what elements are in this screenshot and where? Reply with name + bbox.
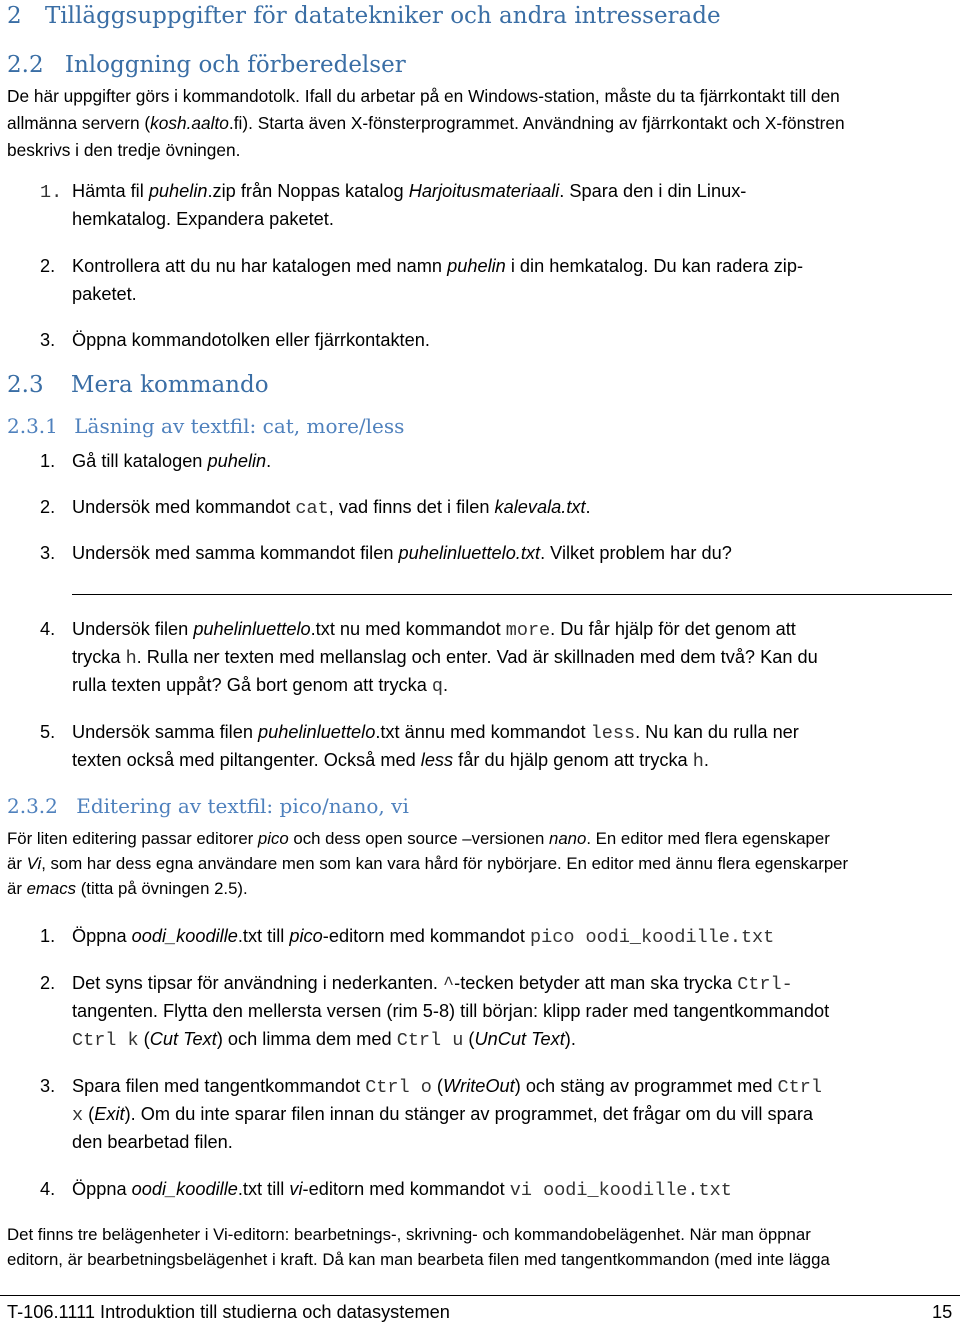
item-text: ). xyxy=(564,1029,576,1049)
list-item-cont xyxy=(72,746,709,776)
item-text: -editorn med kommandot xyxy=(322,926,531,946)
inline-code: pico oodi_koodille.txt xyxy=(530,927,775,948)
editor-para-line-2 xyxy=(7,851,848,876)
item-text: ( xyxy=(463,1029,475,1049)
item-italic: puhelin xyxy=(207,451,267,471)
inline-code: Ctrl k xyxy=(72,1030,139,1051)
list-number: 4. xyxy=(40,619,56,639)
item-text: Undersök samma filen xyxy=(72,722,258,742)
item-text: får du hjälp genom att trycka xyxy=(453,750,693,770)
list-item xyxy=(72,718,799,748)
item-text: Gå till katalogen xyxy=(72,451,208,471)
page-number: 15 xyxy=(932,1302,953,1322)
list-item xyxy=(72,493,591,523)
item-text: ). Om du inte sparar filen innan du stänger av programmet, det frågar om du vill spara xyxy=(124,1104,813,1124)
item-italic: kalevala.txt xyxy=(494,497,586,517)
list-item xyxy=(72,252,803,280)
list-item xyxy=(72,177,746,205)
item-text: ) och limma dem med xyxy=(216,1029,397,1049)
subsubsection-heading-2-3-1 xyxy=(7,414,404,438)
list-number: 5. xyxy=(40,722,56,742)
inline-code: more xyxy=(505,620,551,641)
item-text: ( xyxy=(138,1029,150,1049)
para-italic: Vi xyxy=(26,854,42,873)
subsection-number: 2.2 xyxy=(7,52,44,78)
list-number: 2. xyxy=(40,973,56,993)
section-title: Tilläggsuppgifter för datatekniker och andra intresserade xyxy=(44,3,721,29)
item-text: -tecken betyder att man ska trycka xyxy=(454,973,738,993)
inline-code: Ctrl- xyxy=(737,974,793,995)
item-text: Hämta fil xyxy=(72,181,149,201)
list-item xyxy=(72,1175,732,1205)
item-italic: puhelinluettelo xyxy=(193,619,311,639)
subsection-title: Inloggning och förberedelser xyxy=(64,52,406,78)
item-italic: oodi_koodille xyxy=(131,926,238,946)
list-item-cont: paketet. xyxy=(72,284,137,304)
para-text: , som har dess egna användare men som kan vara hård för nybörjare. En editor med ännu flera egenskarper xyxy=(41,854,849,873)
footer-course: T-106.1111 Introduktion till studierna och datasystemen xyxy=(7,1302,450,1322)
editor-para-line-1 xyxy=(7,826,830,851)
item-italic: puhelin xyxy=(447,256,506,276)
inline-code: Ctrl u xyxy=(396,1030,464,1051)
item-text: Det syns tipsar för användning i nederkanten. xyxy=(72,973,444,993)
list-item xyxy=(72,922,774,952)
para-text: är xyxy=(7,854,27,873)
inline-code: x xyxy=(72,1105,84,1126)
list-number: 2. xyxy=(40,256,56,276)
list-number: 1. xyxy=(40,451,56,471)
item-text: . Spara den i din Linux- xyxy=(559,181,747,201)
inline-code: vi oodi_koodille.txt xyxy=(509,1180,732,1201)
item-italic: Exit xyxy=(94,1104,125,1124)
subsection-heading-2-2 xyxy=(7,52,406,78)
item-text: Öppna xyxy=(72,926,132,946)
answer-blank-line[interactable] xyxy=(72,594,952,595)
para-italic: emacs xyxy=(26,879,77,898)
list-item-cont: den bearbetad filen. xyxy=(72,1132,233,1152)
subsubsection-number: 2.3.2 xyxy=(7,794,58,818)
list-number: 2. xyxy=(40,497,56,517)
item-text: .txt till xyxy=(237,926,290,946)
list-number: 3. xyxy=(40,330,56,350)
intro-line-3: beskrivs i den tredje övningen. xyxy=(7,140,241,160)
intro-line-1: De här uppgifter görs i kommandotolk. Ifall du arbetar på en Windows-station, måste du ta fjärrkontakt till den xyxy=(7,86,840,106)
subsubsection-number: 2.3.1 xyxy=(7,414,58,438)
inline-code: ^ xyxy=(443,974,455,995)
item-text: .zip från Noppas katalog xyxy=(207,181,409,201)
item-text: i din hemkatalog. Du kan radera zip- xyxy=(505,256,803,276)
subsubsection-title: Editering av textfil: pico/nano, vi xyxy=(76,794,409,818)
para-text: . En editor med flera egenskaper xyxy=(586,829,830,848)
item-text: Kontrollera att du nu har katalogen med namn xyxy=(72,256,448,276)
para-text: (titta på övningen 2.5). xyxy=(76,879,248,898)
item-text: . Vilket problem har du? xyxy=(540,543,732,563)
item-text: .txt till xyxy=(237,1179,290,1199)
subsection-title: Mera kommando xyxy=(70,372,269,398)
item-text: rulla texten uppåt? Gå bort genom att trycka xyxy=(72,675,432,695)
item-text: Undersök med samma kommandot filen xyxy=(72,543,399,563)
intro-host: kosh.aalto xyxy=(150,113,229,133)
list-item-cont xyxy=(72,643,818,673)
item-italic: puhelinluettelo.txt xyxy=(398,543,541,563)
item-text: , vad finns det i filen xyxy=(328,497,495,517)
item-text: . xyxy=(266,451,272,471)
item-text: Öppna xyxy=(72,1179,132,1199)
item-text: .txt nu med kommandot xyxy=(310,619,506,639)
list-item-cont: tangenten. Flytta den mellersta versen (rim 5-8) till början: klipp rader med tangentkommandot xyxy=(72,1001,830,1021)
inline-code: h xyxy=(692,751,704,772)
list-item xyxy=(72,1072,822,1102)
list-number: 3. xyxy=(40,1076,56,1096)
para-italic: pico xyxy=(257,829,289,848)
item-italic: WriteOut xyxy=(442,1076,515,1096)
inline-code: q xyxy=(431,676,444,697)
list-number: 4. xyxy=(40,1179,56,1199)
item-text: Undersök filen xyxy=(72,619,194,639)
list-item xyxy=(72,447,271,475)
item-text: ( xyxy=(431,1076,443,1096)
item-text: . Du får hjälp för det genom att xyxy=(550,619,796,639)
list-item xyxy=(72,969,793,999)
item-text: trycka xyxy=(72,647,126,667)
intro-text: allmänna servern ( xyxy=(7,113,151,133)
item-text: . xyxy=(703,750,709,770)
item-italic: puhelin xyxy=(148,181,208,201)
vi-para-line-1: Det finns tre belägenheter i Vi-editorn: bearbetnings-, skrivning- och kommandobelägenhet. När man öppnar xyxy=(7,1225,811,1244)
para-italic: nano xyxy=(549,829,587,848)
item-italic: Cut Text xyxy=(149,1029,217,1049)
item-text: Spara filen med tangentkommandot xyxy=(72,1076,366,1096)
list-item xyxy=(72,539,732,567)
vi-para-line-2: editorn, är bearbetningsbelägenhet i kraft. Då kan man bearbeta filen med tangentkommandon (med inte lägga xyxy=(7,1250,830,1269)
list-item-cont xyxy=(72,671,448,701)
subsubsection-heading-2-3-2 xyxy=(7,794,409,818)
editor-para-line-3 xyxy=(7,876,248,901)
list-number-text: 1. xyxy=(40,182,63,203)
item-italic: Harjoitusmateriaali xyxy=(408,181,560,201)
item-text: texten också med piltangenter. Också med xyxy=(72,750,421,770)
item-italic: vi xyxy=(289,1179,303,1199)
item-text: -editorn med kommandot xyxy=(302,1179,510,1199)
subsubsection-title: Läsning av textfil: cat, more/less xyxy=(74,414,405,438)
item-italic: oodi_koodille xyxy=(131,1179,238,1199)
intro-text: .fi). Starta även X-fönsterprogrammet. Användning av fjärrkontakt och X-fönstren xyxy=(228,113,845,133)
item-text: . xyxy=(443,675,449,695)
item-text: . Rulla ner texten med mellanslag och enter. Vad är skillnaden med dem två? Kan du xyxy=(136,647,818,667)
list-item-cont: hemkatalog. Expandera paketet. xyxy=(72,209,334,229)
item-italic: puhelinluettelo xyxy=(258,722,376,742)
item-italic: UnCut Text xyxy=(474,1029,565,1049)
item-text: ) och stäng av programmet med xyxy=(514,1076,778,1096)
list-number xyxy=(40,177,62,207)
para-text: och dess open source –versionen xyxy=(288,829,549,848)
item-text: .txt ännu med kommandot xyxy=(375,722,591,742)
item-text: . Nu kan du rulla ner xyxy=(635,722,799,742)
section-heading xyxy=(7,3,721,29)
item-italic: less xyxy=(420,750,454,770)
subsection-heading-2-3 xyxy=(7,372,269,398)
inline-code: less xyxy=(590,723,636,744)
inline-code: Ctrl o xyxy=(365,1077,432,1098)
inline-code: Ctrl xyxy=(777,1077,822,1098)
section-number: 2 xyxy=(7,3,22,29)
list-number: 3. xyxy=(40,543,56,563)
item-text: ( xyxy=(83,1104,95,1124)
subsection-number: 2.3 xyxy=(7,372,44,398)
item-text: Undersök med kommandot xyxy=(72,497,296,517)
inline-code: cat xyxy=(295,498,329,519)
inline-code: h xyxy=(125,648,137,669)
footer-divider xyxy=(0,1295,960,1296)
para-text: För liten editering passar editorer xyxy=(7,829,258,848)
intro-line-2 xyxy=(7,109,845,137)
list-item xyxy=(72,615,796,645)
list-item-cont xyxy=(72,1100,813,1130)
list-item-cont xyxy=(72,1025,576,1055)
para-text: är xyxy=(7,879,27,898)
list-number: 1. xyxy=(40,926,56,946)
list-item: Öppna kommandotolken eller fjärrkontakten. xyxy=(72,330,430,350)
item-text: . xyxy=(585,497,591,517)
item-italic: pico xyxy=(289,926,323,946)
